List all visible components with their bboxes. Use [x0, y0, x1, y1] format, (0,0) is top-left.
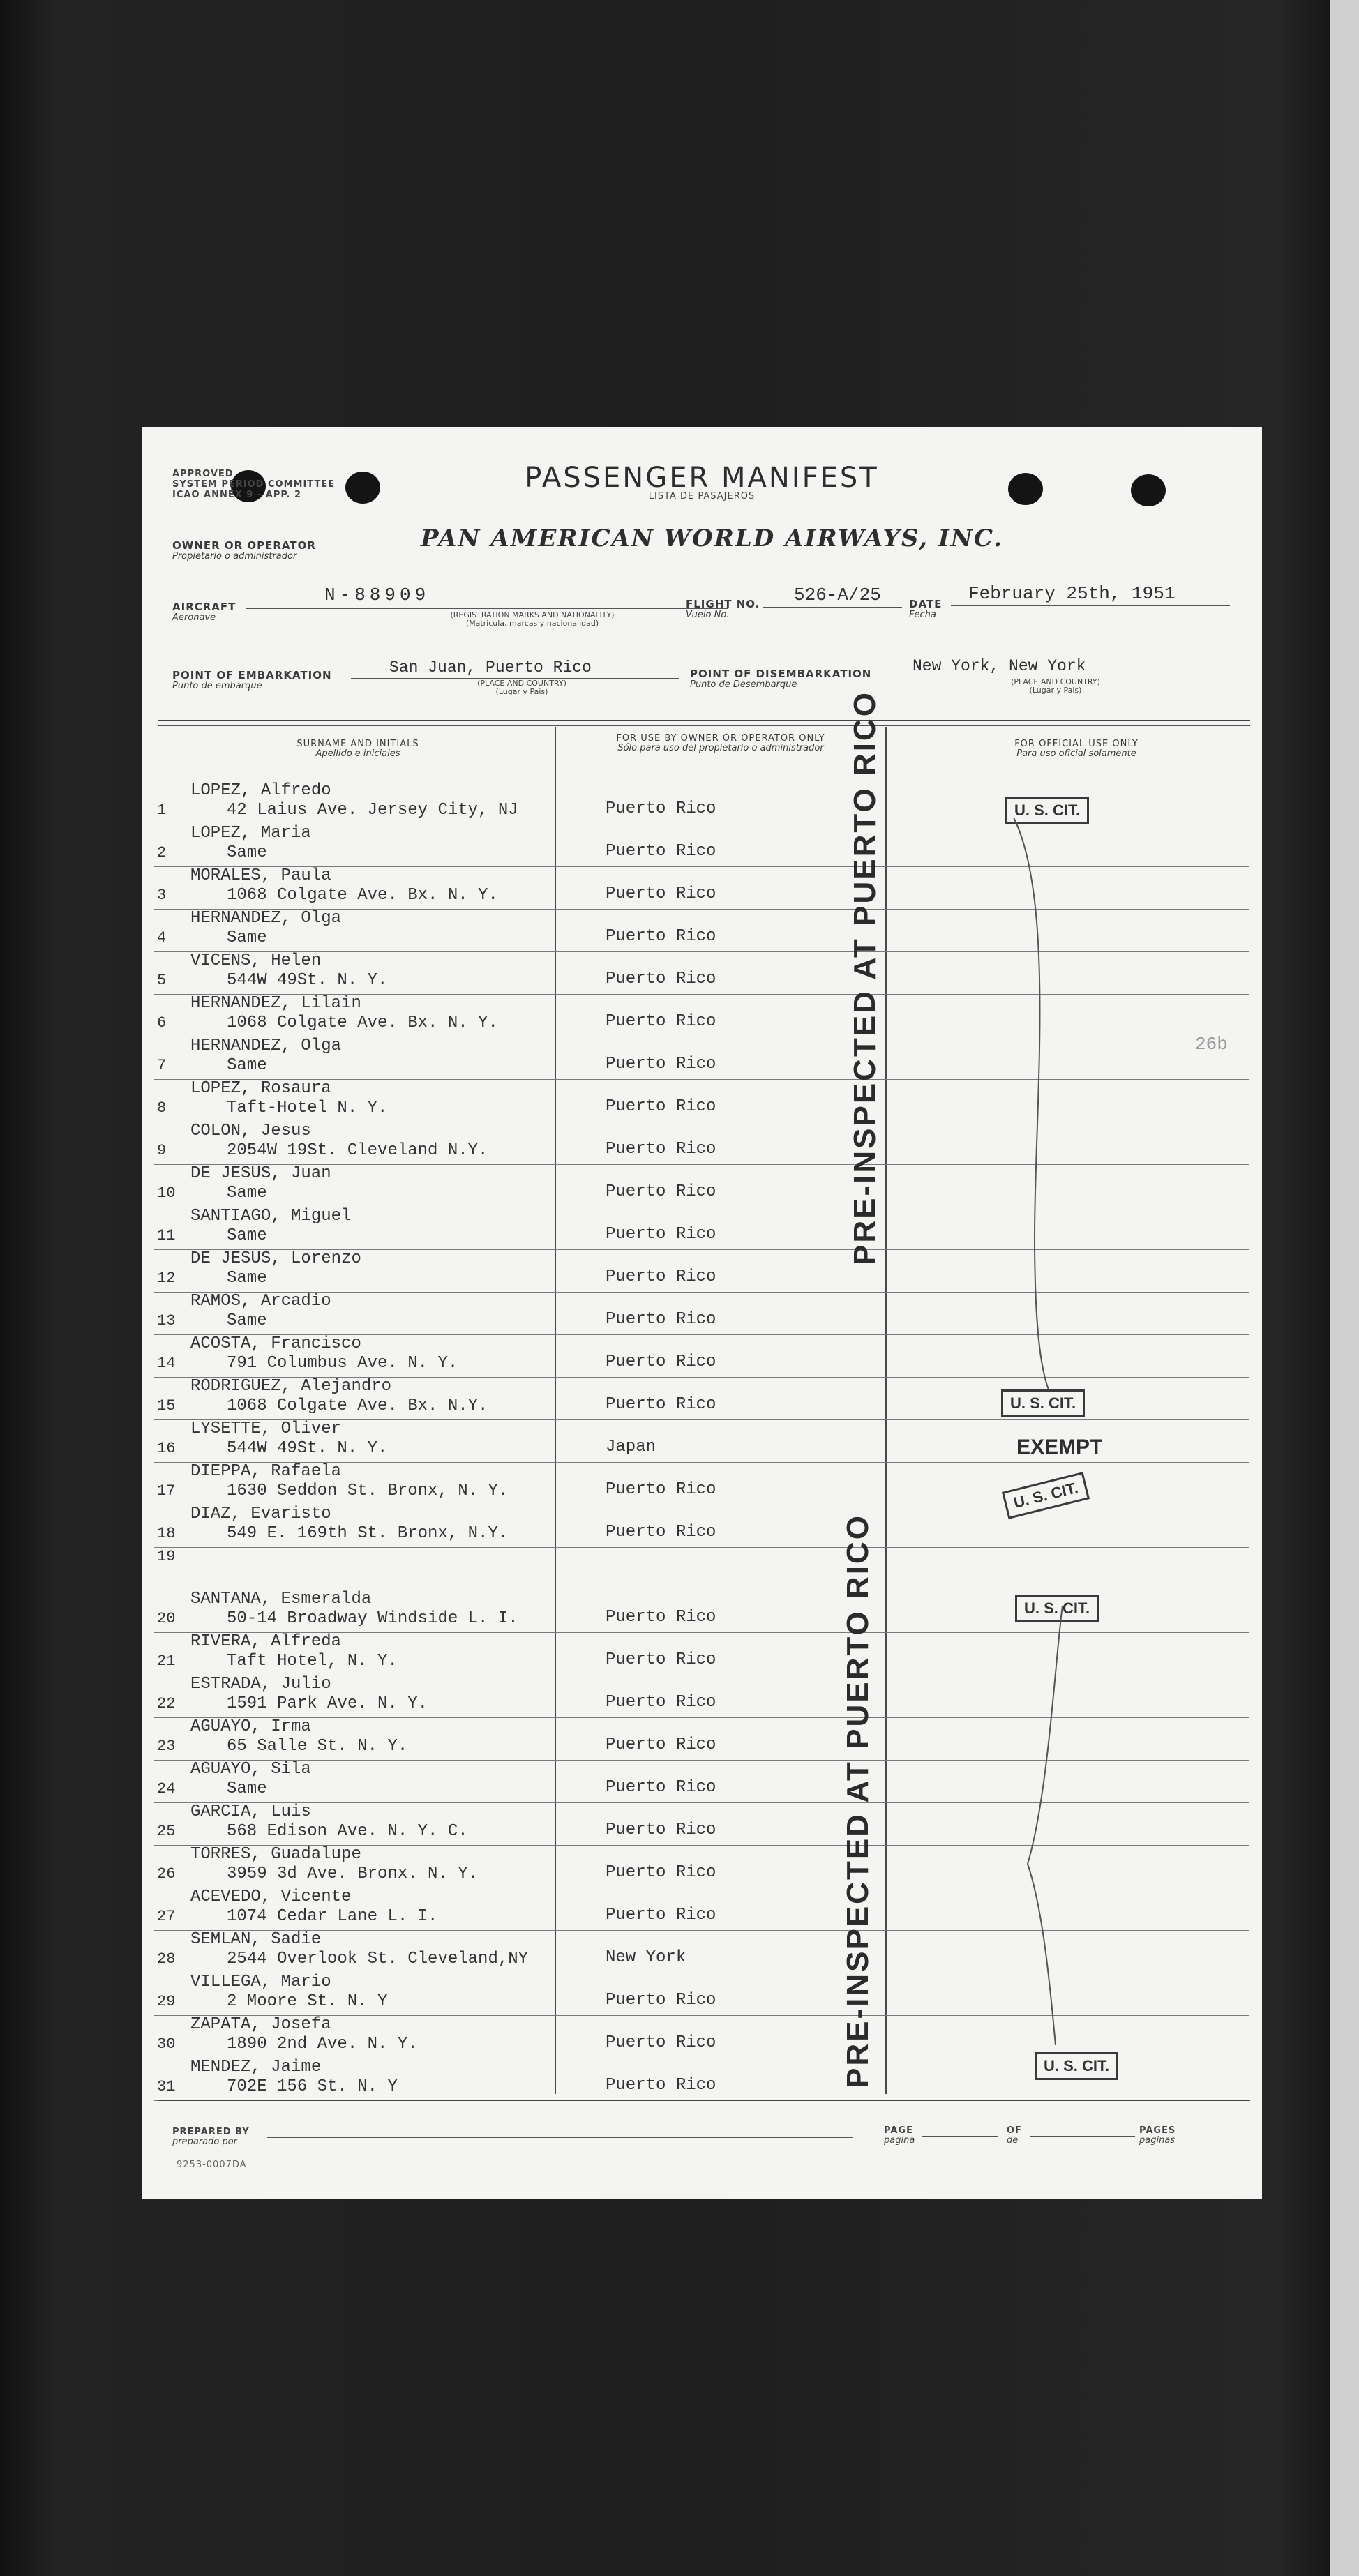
disembark-place-note: [965, 678, 1146, 695]
passenger-name: LOPEZ, Alfredo: [190, 781, 331, 800]
table-row: [157, 1505, 508, 1544]
of-label-text: OF: [1007, 2125, 1022, 2136]
passenger-name: ACOSTA, Francisco: [190, 1334, 361, 1353]
preinspected-stamp: PRE-INSPECTED AT PUERTO RICO: [841, 1514, 875, 2088]
embark-value: San Juan, Puerto Rico: [389, 658, 592, 677]
passenger-origin: Puerto Rico: [606, 1055, 716, 1074]
preinspected-stamp: PRE-INSPECTED AT PUERTO RICO: [848, 691, 882, 1265]
date-label: [909, 598, 942, 621]
company-name: PAN AMERICAN WORLD AIRWAYS, INC.: [421, 525, 1004, 552]
table-row: [157, 1632, 398, 1671]
passenger-origin: Puerto Rico: [606, 1140, 716, 1159]
bracket-line: [1007, 818, 1090, 2073]
passenger-origin: Japan: [606, 1438, 656, 1456]
flight-value: 526-A/25: [794, 585, 881, 605]
row-number: 12: [157, 1270, 176, 1287]
col-official-header-text: FOR OFFICIAL USE ONLY: [1014, 739, 1139, 749]
passenger-address: Same: [227, 843, 267, 862]
page-label-text: PAGE: [884, 2125, 913, 2136]
passenger-address: 2054W 19St. Cleveland N.Y.: [227, 1141, 488, 1160]
passenger-name: GARCIA, Luis: [190, 1802, 311, 1821]
col-operator-header-text: FOR USE BY OWNER OR OPERATOR ONLY: [616, 733, 825, 744]
passenger-origin: Puerto Rico: [606, 1480, 716, 1499]
passenger-address: 42 Laius Ave. Jersey City, NJ: [227, 801, 518, 820]
row-number: 2: [157, 844, 167, 861]
table-row: [157, 1462, 508, 1501]
passenger-address: 1074 Cedar Lane L. I.: [227, 1907, 438, 1926]
col-official-header-es: Para uso oficial solamente: [1016, 748, 1136, 759]
passenger-address: Same: [227, 1226, 267, 1245]
col-operator-header: [588, 734, 853, 753]
row-number: 9: [157, 1142, 167, 1159]
pages-label: [1139, 2126, 1176, 2146]
row-number: 21: [157, 1652, 176, 1670]
passenger-name: RAMOS, Arcadio: [190, 1292, 331, 1311]
approval-line: APPROVED: [172, 469, 234, 479]
passenger-name: HERNANDEZ, Lilain: [190, 994, 361, 1013]
passenger-origin: Puerto Rico: [606, 1863, 716, 1882]
col-name-header-es: Apellido e iniciales: [315, 748, 400, 759]
row-number: 16: [157, 1440, 176, 1457]
passenger-address: Same: [227, 1779, 267, 1798]
row-number: 19: [157, 1548, 176, 1565]
passenger-address: 568 Edison Ave. N. Y. C.: [227, 1822, 468, 1841]
owner-label: [172, 540, 316, 562]
disembark-value: New York, New York: [913, 657, 1086, 675]
passenger-address: 50-14 Broadway Windside L. I.: [227, 1609, 518, 1628]
passenger-name: AGUAYO, Irma: [190, 1717, 311, 1736]
date-label-text: DATE: [909, 598, 943, 610]
passenger-name: DIAZ, Evaristo: [190, 1505, 331, 1523]
table-row: [157, 1164, 331, 1203]
table-row: [157, 1760, 311, 1799]
owner-label-text: OWNER OR OPERATOR: [172, 539, 316, 552]
embark-label-text: POINT OF EMBARKATION: [172, 669, 332, 681]
table-row: [157, 1419, 387, 1459]
row-number: 5: [157, 972, 167, 989]
table-row: [157, 1079, 387, 1118]
row-number: 28: [157, 1950, 176, 1968]
flight-underline: [763, 607, 902, 608]
us-cit-stamp: U. S. CIT.: [1015, 1595, 1099, 1622]
passenger-address: Same: [227, 1184, 267, 1203]
col-operator-header-es: Sólo para uso del propietario o administrador: [617, 743, 824, 753]
passenger-origin: Puerto Rico: [606, 1650, 716, 1669]
disembark-label-es: Punto de Desembarque: [690, 679, 797, 690]
passenger-address: 1890 2nd Ave. N. Y.: [227, 2035, 418, 2054]
film-edge-strip: [1330, 0, 1359, 2576]
table-row: [157, 1037, 341, 1076]
passenger-name: LOPEZ, Maria: [190, 824, 311, 843]
row-number: 29: [157, 1993, 176, 2010]
row-number: 8: [157, 1099, 167, 1117]
passenger-origin: Puerto Rico: [606, 842, 716, 861]
row-number: 25: [157, 1823, 176, 1840]
passenger-address: Taft Hotel, N. Y.: [227, 1652, 398, 1671]
embark-place-note: [435, 679, 609, 696]
row-number: 7: [157, 1057, 167, 1074]
table-row: [157, 1717, 407, 1756]
table-row: [157, 2015, 418, 2054]
form-title: [142, 462, 1262, 502]
passenger-address: 1591 Park Ave. N. Y.: [227, 1694, 428, 1713]
passenger-origin: Puerto Rico: [606, 1353, 716, 1371]
prepared-label-es: preparado por: [172, 2137, 238, 2147]
row-number: 17: [157, 1482, 176, 1500]
table-row: [157, 1930, 528, 1969]
row-number: 31: [157, 2078, 176, 2095]
page-label: [884, 2126, 915, 2146]
passenger-name: AGUAYO, Sila: [190, 1760, 311, 1779]
table-row: [157, 909, 341, 948]
pages-label-es: paginas: [1139, 2135, 1176, 2146]
table-row: [157, 1122, 488, 1161]
passenger-origin: Puerto Rico: [606, 1182, 716, 1201]
row-number: 1: [157, 801, 167, 819]
us-cit-stamp: U. S. CIT.: [1001, 1389, 1085, 1417]
table-row: [157, 1292, 331, 1331]
flight-label-es: Vuelo No.: [686, 610, 730, 620]
passenger-origin: Puerto Rico: [606, 1523, 716, 1542]
row-number: 18: [157, 1525, 176, 1542]
passenger-address: [192, 1547, 227, 1566]
approval-line: SYSTEM PERIOD COMMITTEE: [172, 479, 336, 490]
passenger-address: 1630 Seddon St. Bronx, N. Y.: [227, 1482, 509, 1500]
passenger-origin: Puerto Rico: [606, 1395, 716, 1414]
passenger-name: VILLEGA, Mario: [190, 1973, 331, 1991]
passenger-address: 544W 49St. N. Y.: [227, 1439, 388, 1458]
passenger-name: DE JESUS, Juan: [190, 1164, 331, 1183]
passenger-address: 1068 Colgate Ave. Bx. N.Y.: [227, 1396, 488, 1415]
aircraft-label-text: AIRCRAFT: [172, 601, 236, 613]
row-number: 20: [157, 1610, 176, 1627]
passenger-name: COLON, Jesus: [190, 1122, 311, 1140]
passenger-address: Same: [227, 1269, 267, 1288]
passenger-origin: Puerto Rico: [606, 970, 716, 988]
aircraft-underline: [246, 608, 728, 609]
passenger-origin: Puerto Rico: [606, 1225, 716, 1244]
passenger-name: ESTRADA, Julio: [190, 1675, 331, 1694]
embark-label-es: Punto de embarque: [172, 681, 262, 691]
col-official-header: [916, 739, 1237, 759]
row-number: 24: [157, 1780, 176, 1798]
passenger-origin: Puerto Rico: [606, 1310, 716, 1329]
disembark-label-text: POINT OF DISEMBARKATION: [690, 668, 872, 680]
table-row: [157, 1334, 458, 1373]
passenger-name: TORRES, Guadalupe: [190, 1845, 361, 1864]
page-label-es: pagina: [884, 2135, 915, 2146]
disembark-label: [690, 668, 871, 691]
row-number: 23: [157, 1738, 176, 1755]
passenger-origin: Puerto Rico: [606, 1608, 716, 1627]
passenger-name: ACEVEDO, Vicente: [190, 1888, 352, 1906]
table-bottom-rule: [158, 2100, 1250, 2101]
place-note-text: (PLACE AND COUNTRY): [477, 679, 566, 688]
aircraft-label-es: Aeronave: [172, 612, 216, 623]
column-divider: [885, 727, 887, 2094]
passenger-origin: Puerto Rico: [606, 1097, 716, 1116]
row-number: 10: [157, 1184, 176, 1202]
registration-note-es: (Matricula, marcas y nacionalidad): [465, 619, 599, 628]
title-text-es: LISTA DE PASAJEROS: [648, 491, 756, 502]
owner-label-es: Propietario o administrador: [172, 551, 297, 562]
registration-note: [372, 611, 693, 628]
passenger-address: 1068 Colgate Ave. Bx. N. Y.: [227, 886, 498, 905]
flight-label-text: FLIGHT NO.: [686, 598, 760, 610]
passenger-address: 3959 3d Ave. Bronx. N. Y.: [227, 1865, 479, 1883]
passenger-name: SANTIAGO, Miguel: [190, 1207, 352, 1226]
us-cit-stamp: U. S. CIT.: [1002, 1472, 1090, 1519]
passenger-origin: Puerto Rico: [606, 1991, 716, 2010]
passenger-origin: Puerto Rico: [606, 1693, 716, 1712]
row-number: 22: [157, 1695, 176, 1712]
table-row: [157, 1802, 468, 1841]
passenger-address: 544W 49St. N. Y.: [227, 971, 388, 990]
table-top-rule: [158, 720, 1250, 721]
table-row: [157, 951, 387, 991]
manifest-sheet: [142, 427, 1262, 2199]
passenger-name: RODRIGUEZ, Alejandro: [190, 1377, 392, 1396]
passenger-origin: Puerto Rico: [606, 1906, 716, 1925]
passenger-name: VICENS, Helen: [190, 951, 322, 970]
passenger-name: HERNANDEZ, Olga: [190, 909, 342, 928]
table-top-rule-2: [158, 725, 1250, 726]
place-note-es: (Lugar y Pais): [495, 687, 548, 696]
passenger-address: 791 Columbus Ave. N. Y.: [227, 1354, 458, 1373]
flight-label: [686, 598, 760, 621]
approval-line: ICAO ANNEX 9 - APP. 2: [172, 490, 301, 500]
aircraft-label: [172, 601, 236, 624]
passenger-name: HERNANDEZ, Olga: [190, 1037, 342, 1055]
table-row: [157, 866, 498, 905]
table-row: [157, 1590, 518, 1629]
row-number: 6: [157, 1014, 167, 1032]
table-row: [157, 2058, 398, 2097]
passenger-origin: Puerto Rico: [606, 1778, 716, 1797]
passenger-address: 2 Moore St. N. Y: [227, 1992, 388, 2011]
row-number: 15: [157, 1397, 176, 1415]
date-label-es: Fecha: [909, 610, 936, 620]
table-row: [157, 824, 311, 863]
passenger-address: Same: [227, 1056, 267, 1075]
page-underline: [922, 2136, 998, 2137]
passenger-name: MENDEZ, Jaime: [190, 2058, 322, 2077]
passenger-origin: Puerto Rico: [606, 927, 716, 946]
prepared-underline: [267, 2137, 853, 2138]
row-number: 27: [157, 1908, 176, 1925]
form-code: 9253-0007DA: [177, 2160, 247, 2170]
side-mark: 26b: [1195, 1034, 1228, 1055]
row-number: 4: [157, 929, 167, 947]
row-number: 11: [157, 1227, 176, 1244]
table-row: [157, 1547, 227, 1567]
table-row: [157, 1845, 478, 1884]
passenger-address: 2544 Overlook St. Cleveland,NY: [227, 1950, 529, 1968]
passenger-name: MORALES, Paula: [190, 866, 331, 885]
passenger-origin: Puerto Rico: [606, 884, 716, 903]
table-row: [157, 1973, 387, 2012]
passenger-address: 1068 Colgate Ave. Bx. N. Y.: [227, 1014, 498, 1032]
passenger-origin: Puerto Rico: [606, 1267, 716, 1286]
title-text: PASSENGER MANIFEST: [525, 462, 879, 494]
col-name-header-text: SURNAME AND INITIALS: [296, 739, 419, 749]
passenger-address: 549 E. 169th St. Bronx, N.Y.: [227, 1524, 509, 1543]
us-cit-stamp: U. S. CIT.: [1035, 2052, 1118, 2080]
exempt-stamp: EXEMPT: [1016, 1436, 1103, 1459]
table-row: [157, 1377, 488, 1416]
date-value: February 25th, 1951: [968, 583, 1176, 604]
passenger-origin: Puerto Rico: [606, 1821, 716, 1839]
aircraft-value: N-88909: [324, 585, 430, 605]
passenger-name: RIVERA, Alfreda: [190, 1632, 342, 1651]
passenger-name: ZAPATA, Josefa: [190, 2015, 331, 2034]
place-note-text: (PLACE AND COUNTRY): [1011, 677, 1100, 686]
passenger-origin: Puerto Rico: [606, 2033, 716, 2052]
place-note-es: (Lugar y Pais): [1029, 686, 1082, 695]
passenger-address: Taft-Hotel N. Y.: [227, 1099, 388, 1117]
passenger-name: DIEPPA, Rafaela: [190, 1462, 342, 1481]
prepared-label-text: PREPARED BY: [172, 2127, 250, 2137]
passenger-name: LYSETTE, Oliver: [190, 1419, 342, 1438]
row-number: 3: [157, 887, 167, 904]
us-cit-stamp: U. S. CIT.: [1005, 797, 1089, 824]
col-name-header: [170, 739, 546, 759]
passenger-name: DE JESUS, Lorenzo: [190, 1249, 361, 1268]
passenger-origin: Puerto Rico: [606, 799, 716, 818]
of-label-es: de: [1007, 2135, 1019, 2146]
passenger-address: 702E 156 St. N. Y: [227, 2077, 398, 2096]
passenger-origin: New York: [606, 1948, 686, 1967]
row-number: 26: [157, 1865, 176, 1883]
table-row: [157, 781, 518, 820]
of-underline: [1030, 2136, 1135, 2137]
column-divider: [555, 727, 556, 2094]
table-row: [157, 994, 498, 1033]
passenger-address: Same: [227, 928, 267, 947]
passenger-name: SANTANA, Esmeralda: [190, 1590, 372, 1609]
row-number: 30: [157, 2035, 176, 2053]
prepared-by-label: [172, 2127, 250, 2147]
passenger-name: LOPEZ, Rosaura: [190, 1079, 331, 1098]
passenger-name: SEMLAN, Sadie: [190, 1930, 322, 1949]
table-row: [157, 1249, 361, 1288]
registration-note-text: (REGISTRATION MARKS AND NATIONALITY): [450, 610, 615, 619]
passenger-origin: Puerto Rico: [606, 1012, 716, 1031]
table-row: [157, 1207, 351, 1246]
row-number: 13: [157, 1312, 176, 1330]
passenger-address: 65 Salle St. N. Y.: [227, 1737, 408, 1756]
passenger-origin: Puerto Rico: [606, 1735, 716, 1754]
passenger-origin: Puerto Rico: [606, 2076, 716, 2095]
row-number: 14: [157, 1355, 176, 1372]
date-underline: [951, 605, 1230, 606]
table-row: [157, 1675, 428, 1714]
pages-label-text: PAGES: [1139, 2125, 1176, 2136]
of-label: [1007, 2126, 1022, 2146]
table-row: [157, 1888, 437, 1927]
passenger-address: Same: [227, 1311, 267, 1330]
embark-label: [172, 670, 332, 692]
